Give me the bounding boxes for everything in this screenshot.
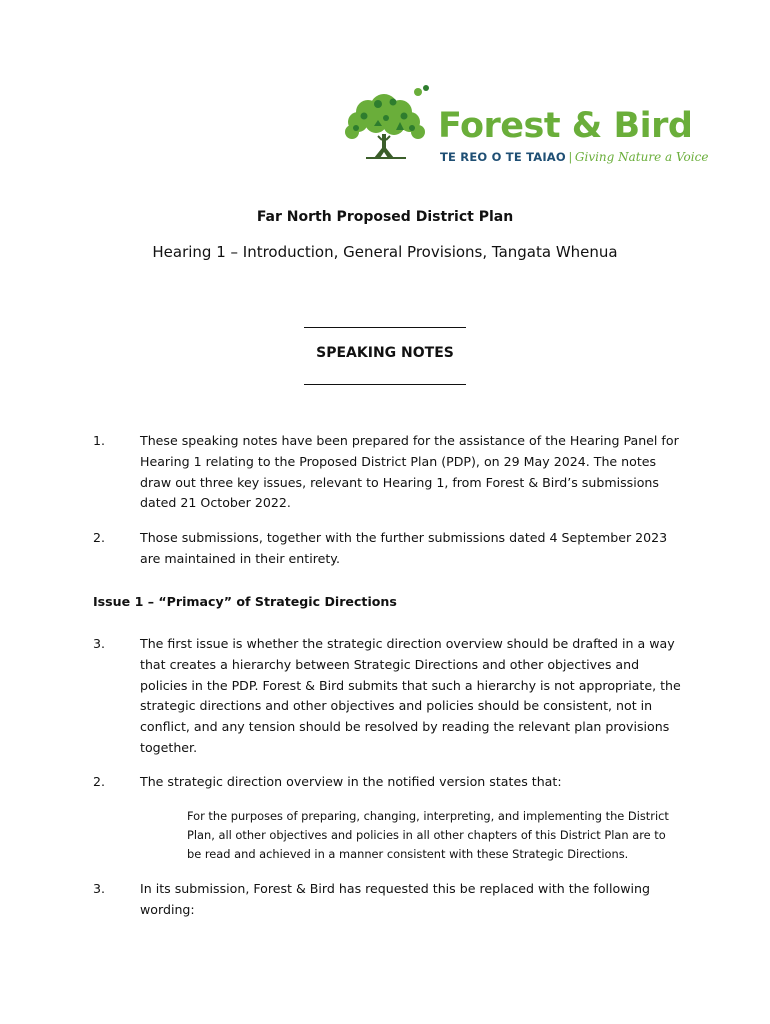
divider-bottom xyxy=(304,384,466,385)
paragraph-1 xyxy=(93,431,683,515)
document-subtitle: Hearing 1 – Introduction, General Provisions, Tangata Whenua xyxy=(152,243,618,261)
paragraph-text: The strategic direction overview in the notified version states that: xyxy=(140,774,562,789)
tree-logo-icon xyxy=(338,82,434,164)
paragraph-5 xyxy=(93,879,683,921)
tagline-separator: | xyxy=(568,152,572,164)
paragraph-number: 3. xyxy=(93,636,106,651)
paragraph-number: 2. xyxy=(93,774,106,789)
issue-heading: Issue 1 – “Primacy” of Strategic Directions xyxy=(93,594,397,609)
tagline-te-reo: TE REO O TE TAIAO xyxy=(440,150,566,164)
paragraph-text: Those submissions, together with the further submissions dated 4 September 2023 are maintained in their entirety. xyxy=(140,530,668,566)
paragraph-text: In its submission, Forest & Bird has requested this be replaced with the following wording: xyxy=(140,881,651,917)
document-title: Far North Proposed District Plan xyxy=(256,209,514,225)
paragraph-3 xyxy=(93,634,683,760)
section-title: SPEAKING NOTES xyxy=(316,345,454,361)
tagline-giving-nature: Giving Nature a Voice xyxy=(574,150,709,164)
paragraph-number: 2. xyxy=(93,530,106,545)
paragraph-text: The first issue is whether the strategic direction overview should be drafted in a way that creates a hierarchy between Strategic Directions and other objectives and policies in the PDP. Forest & Bird submits that such a hierarchy is not appropriate, the strategic directions and other objectives and policies should be consistent, not in conflict, and any tension should be resolved by reading the relevant plan provisions together. xyxy=(140,636,681,755)
block-quote: For the purposes of preparing, changing, interpreting, and implementing the District Plan, all other objectives and policies in all other chapters of this District Plan are to be read and achieved in a manner consistent with these Strategic Directions. xyxy=(187,809,669,861)
paragraph-4 xyxy=(93,772,683,793)
paragraph-2 xyxy=(93,528,683,570)
paragraph-number: 3. xyxy=(93,881,106,896)
paragraph-number: 1. xyxy=(93,433,106,448)
brand-tagline xyxy=(440,150,708,164)
brand-name: Forest & Bird xyxy=(438,106,693,146)
divider-top xyxy=(304,327,466,328)
paragraph-text: These speaking notes have been prepared for the assistance of the Hearing Panel for Hearing 1 relating to the Proposed District Plan (PDP), on 29 May 2024. The notes draw out three key issues, relevant to Hearing 1, from Forest & Bird’s submissions dated 21 October 2022. xyxy=(140,433,679,511)
